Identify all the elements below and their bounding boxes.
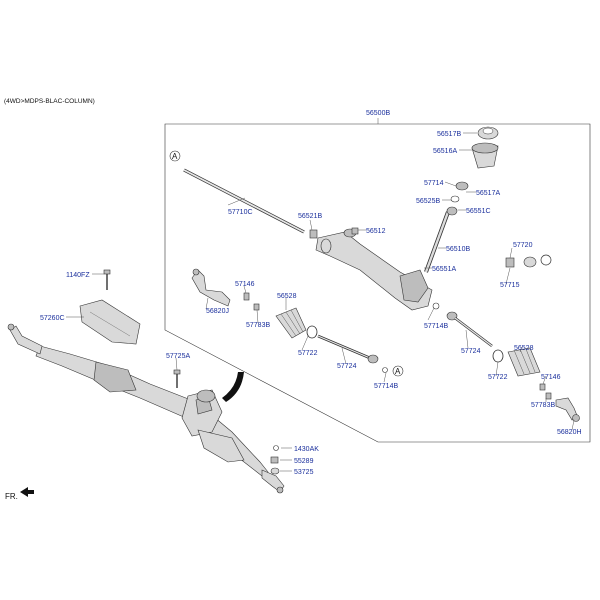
part-label-56525B[interactable]: 56525B (416, 198, 441, 205)
detail-pointer-arrow (222, 372, 244, 402)
part-label-57725A[interactable]: 57725A (166, 353, 191, 360)
part-label-1140FZ[interactable]: 1140FZ (66, 272, 90, 279)
inner-tie-rod-left-part (318, 336, 378, 363)
part-label-56528-left[interactable]: 56528 (277, 293, 297, 300)
part-label-57724-left[interactable]: 57724 (337, 363, 357, 370)
part-label-57714B-mid[interactable]: 57714B (424, 323, 449, 330)
part-label-57714B-bottom[interactable]: 57714B (374, 383, 399, 390)
part-label-57722-right[interactable]: 57722 (488, 374, 508, 381)
leader-lines (66, 133, 574, 471)
part-label-56528-right[interactable]: 56528 (514, 345, 534, 352)
assembled-tie-rod-end-left (8, 324, 42, 354)
rack-bar-part (184, 170, 304, 232)
part-label-56820H[interactable]: 56820H (557, 429, 582, 436)
part-label-57710C[interactable]: 57710C (228, 209, 253, 216)
diagram-caption: (4WD>MDPS-BLAC-COLUMN) (4, 98, 95, 105)
part-label-56517B[interactable]: 56517B (437, 131, 462, 138)
part-label-57722-left[interactable]: 57722 (298, 350, 318, 357)
heat-shield-part (80, 300, 140, 344)
part-label-56820J[interactable]: 56820J (206, 308, 229, 315)
nut-washer-parts (271, 446, 279, 475)
part-label-56521B[interactable]: 56521B (298, 213, 323, 220)
front-direction-arrow-icon (20, 487, 34, 497)
bellows-boot-right-part (493, 348, 540, 376)
top-cover-parts (447, 127, 501, 215)
part-label-57783B-right[interactable]: 57783B (531, 402, 556, 409)
part-label-57714[interactable]: 57714 (424, 180, 444, 187)
part-label-57715[interactable]: 57715 (500, 282, 520, 289)
part-label-56551A[interactable]: 56551A (432, 266, 457, 273)
part-label-57260C[interactable]: 57260C (40, 315, 65, 322)
part-label-53725[interactable]: 53725 (294, 469, 314, 476)
callout-a-top: A (172, 152, 178, 161)
part-label-56510B[interactable]: 56510B (446, 246, 471, 253)
part-label-57720[interactable]: 57720 (513, 242, 533, 249)
part-label-56517A[interactable]: 56517A (476, 190, 501, 197)
bellows-boot-left-part (276, 308, 317, 338)
part-label-56551C[interactable]: 56551C (466, 208, 491, 215)
part-label-55289[interactable]: 55289 (294, 458, 314, 465)
front-direction-label: FR. (5, 492, 18, 501)
bolt-57725A (174, 370, 180, 388)
assembled-steering-gear (36, 346, 268, 476)
part-label-56516A[interactable]: 56516A (433, 148, 458, 155)
pinion-shaft-part (426, 212, 448, 272)
part-label-56500B[interactable]: 56500B (366, 110, 391, 117)
bolt-1140FZ (104, 270, 110, 290)
part-label-57783B-left[interactable]: 57783B (246, 322, 271, 329)
callout-a-mid: A (395, 367, 401, 376)
gear-housing-part (316, 229, 432, 310)
part-label-57146-right[interactable]: 57146 (541, 374, 561, 381)
part-label-56512[interactable]: 56512 (366, 228, 386, 235)
part-label-57724-right[interactable]: 57724 (461, 348, 481, 355)
part-label-57146-left[interactable]: 57146 (235, 281, 255, 288)
tie-rod-end-left-part (192, 269, 259, 310)
part-label-1430AK[interactable]: 1430AK (294, 446, 319, 453)
